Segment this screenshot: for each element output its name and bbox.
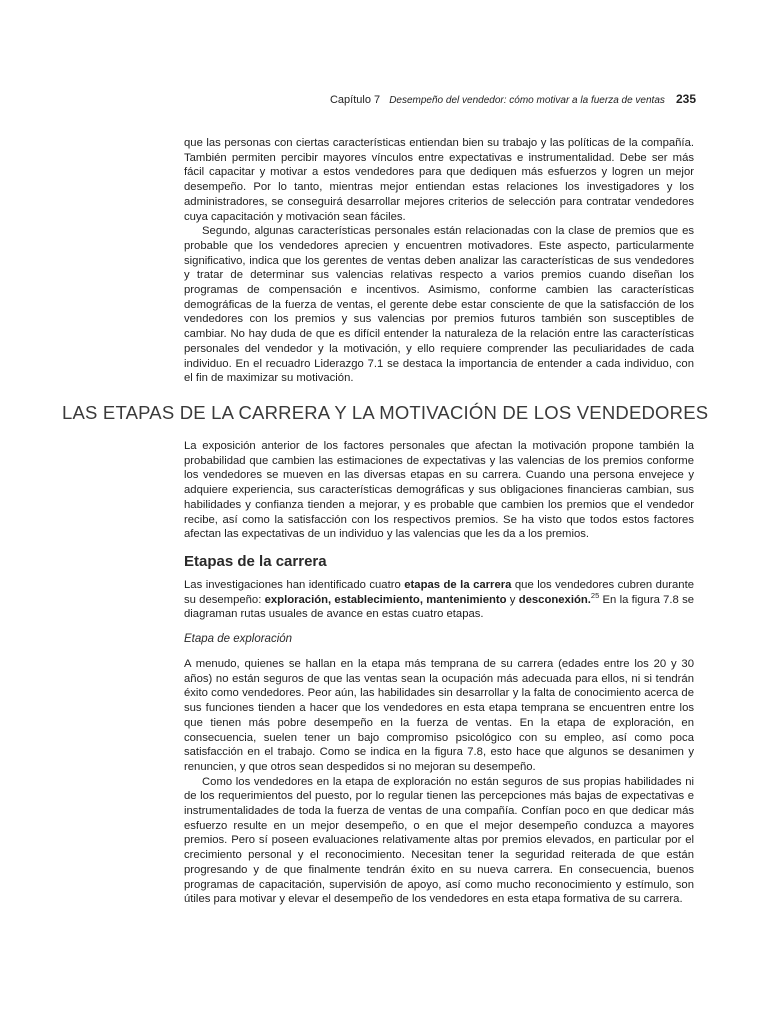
running-head [330,92,696,106]
separator: y [506,593,519,606]
text-run: Las investigaciones han identificado cuatro [184,579,405,591]
term-exploration: exploración [264,593,329,606]
exploration-text [184,657,694,907]
chapter-label: Capítulo 7 [329,94,381,106]
term-establishment: establecimiento [334,593,420,606]
subsection-paragraph [184,578,694,622]
intro-text [184,136,694,386]
section-heading: LAS ETAPAS DE LA CARRERA Y LA MOTIVACIÓN DE LOS VENDEDORES [62,402,709,423]
section-paragraph: La exposición anterior de los factores personales que afectan la motivación propone también la probabilidad que cambien las estimaciones de expectativas y las valencias de los premios conforme los vendedores se mueven en las diversas etapas en su carrera. Cuando una persona envejece y adquiere experiencia, sus características demográficas y sus obligaciones financieras cambian, sus habilidades y confianza tienden a mejorar, y es probable que cambien los premios que el vendedor recibe, así como la satisfacción con los respectivos premios. Se ha visto que todos estos factores afectan las expectativas de un individuo y las valencias que les da a los premios. [184,440,694,541]
separator: , [328,593,335,606]
exploration-paragraph: A menudo, quienes se hallan en la etapa más temprana de su carrera (edades entre los 20 y 30 años) no están seguros de que las ventas sean la ocupación más adecuada para ellos, ni si tendrán éxito como vendedores. Peor aún, las habilidades sin desarrollar y la falta de conocimiento acerca de sus funciones tienden a hacer que los vendedores en esta etapa temprana se encuentren entre los que tienen más pobre desempeño en la fuerza de ventas. En la etapa de exploración, en consecuencia, suelen tener un bajo compromiso psicológico con su empleo, así como poca satisfacción en el trabajo. Como se indica en la figura 7.8, esto hace que algunos se desanimen y renuncien, y que otros sean despedidos si no mejoran su desempeño. [184,658,694,773]
text-run: En la figura 7.8 se diagraman rutas usuales de avance en estas cuatro etapas. [184,593,694,621]
chapter-title: Desempeño del vendedor: cómo motivar a la fuerza de ventas [389,95,665,106]
exploration-paragraph: Como los vendedores en la etapa de exploración no están seguros de sus propias habilidades ni de los requerimientos del puesto, por lo regular tienen las percepciones más bajas de expectativas e instrumentalidades de toda la fuerza de ventas de una compañía. Confían poco en que dedicar más esfuerzo resulte en un mejor desempeño, o en que el mejor desempeño conduzca a mayores premios. Pero sí poseen evaluaciones relativamente altas por premios elevados, en particular por el crecimiento personal y el reconocimiento. Necesitan tener la seguridad reiterada de que están progresando y de que finalmente tendrán éxito en su nueva carrera. En consecuencia, buenos programas de capacitación, supervisión de apoyo, así como mucho reconocimiento y estímulo, son útiles para motivar y elevar el desempeño de los vendedores en esta etapa formativa de su carrera. [184,775,694,906]
intro-paragraph: Segundo, algunas características personales están relacionadas con la clase de premios que es probable que los vendedores aprecien y encuentren motivadores. Este aspecto, particularmente significativo, indica que los gerentes de ventas deben analizar las características de sus vendedores y tratar de determinar sus valencias relativas respecto a varios premios cuando diseñan los programas de compensación e incentivos. Asimismo, conforme cambien las características demográficas de la fuerza de ventas, el gerente debe estar consciente de que la satisfacción de los vendedores con los premios y sus valencias por premios futuros también son susceptibles de cambiar. No hay duda de que es difícil entender la naturaleza de la relación entre las características personales del vendedor y la motivación, y ello requiere comprender las peculiaridades de cada individuo. En el recuadro Liderazgo 7.1 se destaca la importancia de entender a cada individuo, con el fin de maximizar su motivación. [184,225,694,385]
minor-heading: Etapa de exploración [184,633,293,645]
term-maintenance: mantenimiento [426,593,507,606]
page-number: 235 [675,92,696,106]
term-career-stages: etapas de la carrera [404,579,512,591]
text-run: que los vendedores cubren durante su desempeño: [184,579,694,606]
subsection-heading: Etapas de la carrera [184,553,327,570]
separator: . [587,593,591,606]
section-text [184,439,694,542]
subsection-text [184,578,694,622]
footnote-marker: 25 [590,590,600,600]
term-disengagement: desconexión [518,593,588,606]
intro-paragraph: que las personas con ciertas características entiendan bien su trabajo y las políticas de la compañía. También permiten percibir mayores vínculos entre expectativas e instrumentalidad. Debe ser más fácil capacitar y motivar a estos vendedores para que dediquen más esfuerzos y logren un mejor desempeño. Por lo tanto, mientras mejor entiendan estas relaciones los investigadores y los administradores, se conseguirá desarrollar mejores criterios de selección para contratar vendedores cuya capacitación y motivación sean fáciles. [184,137,694,223]
separator: , [419,593,427,606]
